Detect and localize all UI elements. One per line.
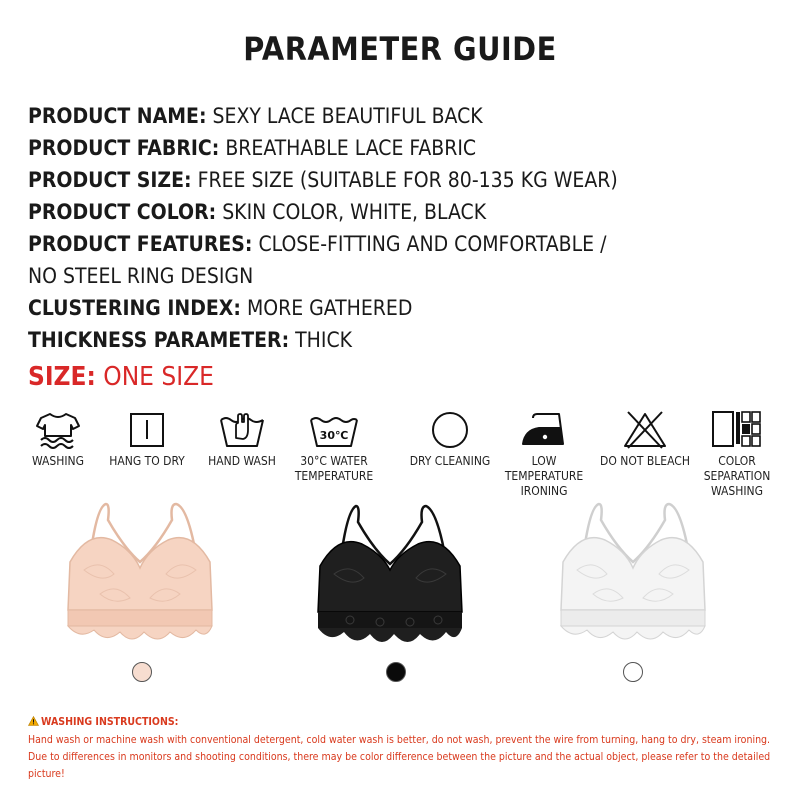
temperature-badge: 30℃ — [319, 429, 349, 442]
bralette-white-image — [533, 500, 733, 665]
param-row: PRODUCT NAME: SEXY LACE BEAUTIFUL BACK — [28, 104, 483, 128]
product-colors — [0, 500, 800, 695]
color-swatch-black[interactable] — [386, 662, 406, 682]
param-row: PRODUCT FEATURES: CLOSE-FITTING AND COMFORTABLE / — [28, 232, 607, 256]
param-row: PRODUCT FABRIC: BREATHABLE LACE FABRIC — [28, 136, 477, 160]
warning-icon — [28, 715, 39, 732]
care-item-color-separation: COLOR SEPARATION WASHING — [687, 408, 787, 499]
product-image-black — [290, 500, 490, 695]
dry-clean-icon — [425, 408, 475, 450]
care-item-hand-wash: HAND WASH — [192, 408, 292, 469]
param-row: PRODUCT COLOR: SKIN COLOR, WHITE, BLACK — [28, 200, 487, 224]
care-item-washing: WASHING — [8, 408, 108, 469]
notice-heading: WASHING INSTRUCTIONS: — [41, 716, 179, 728]
care-instructions — [0, 408, 800, 503]
param-row: CLUSTERING INDEX: MORE GATHERED — [28, 296, 413, 320]
hand-wash-icon — [217, 408, 267, 450]
care-item-low-iron: LOW TEMPERATURE IRONING — [494, 408, 594, 499]
color-swatch-white[interactable] — [623, 662, 643, 682]
care-item-no-bleach: DO NOT BLEACH — [595, 408, 695, 469]
shirt-washing-icon — [33, 408, 83, 450]
param-row: THICKNESS PARAMETER: THICK — [28, 328, 353, 352]
color-swatch-skin[interactable] — [132, 662, 152, 682]
hang-dry-icon — [122, 408, 172, 450]
product-image-skin — [40, 500, 240, 695]
low-iron-icon — [519, 408, 569, 450]
no-bleach-icon — [620, 408, 670, 450]
size-row: SIZE: ONE SIZE — [28, 362, 214, 392]
notice-body: Hand wash or machine wash with conventional detergent, cold water wash is better, do not wash, prevent the wire from turning, hang to dry, steam ironing. Due to differences in monitors and shooting conditions, there may be color difference between the picture and the actual object, please refer to the detailed picture! — [28, 734, 771, 780]
product-image-white — [533, 500, 733, 695]
bralette-black-image — [290, 500, 490, 665]
wash-30c-icon — [306, 408, 362, 450]
color-separation-icon — [709, 408, 765, 450]
care-item-30c-water: 30℃ 30°C WATER TEMPERATURE — [284, 408, 384, 484]
param-row-continuation: NO STEEL RING DESIGN — [28, 264, 254, 288]
param-row: PRODUCT SIZE: FREE SIZE (SUITABLE FOR 80-135 KG WEAR) — [28, 168, 618, 192]
washing-instructions-notice — [28, 714, 788, 783]
page-title: PARAMETER GUIDE — [243, 30, 557, 68]
care-item-dry-cleaning: DRY CLEANING — [400, 408, 500, 469]
parameter-list — [28, 100, 788, 356]
care-item-hang-dry: HANG TO DRY — [97, 408, 197, 469]
bralette-skin-image — [40, 500, 240, 665]
